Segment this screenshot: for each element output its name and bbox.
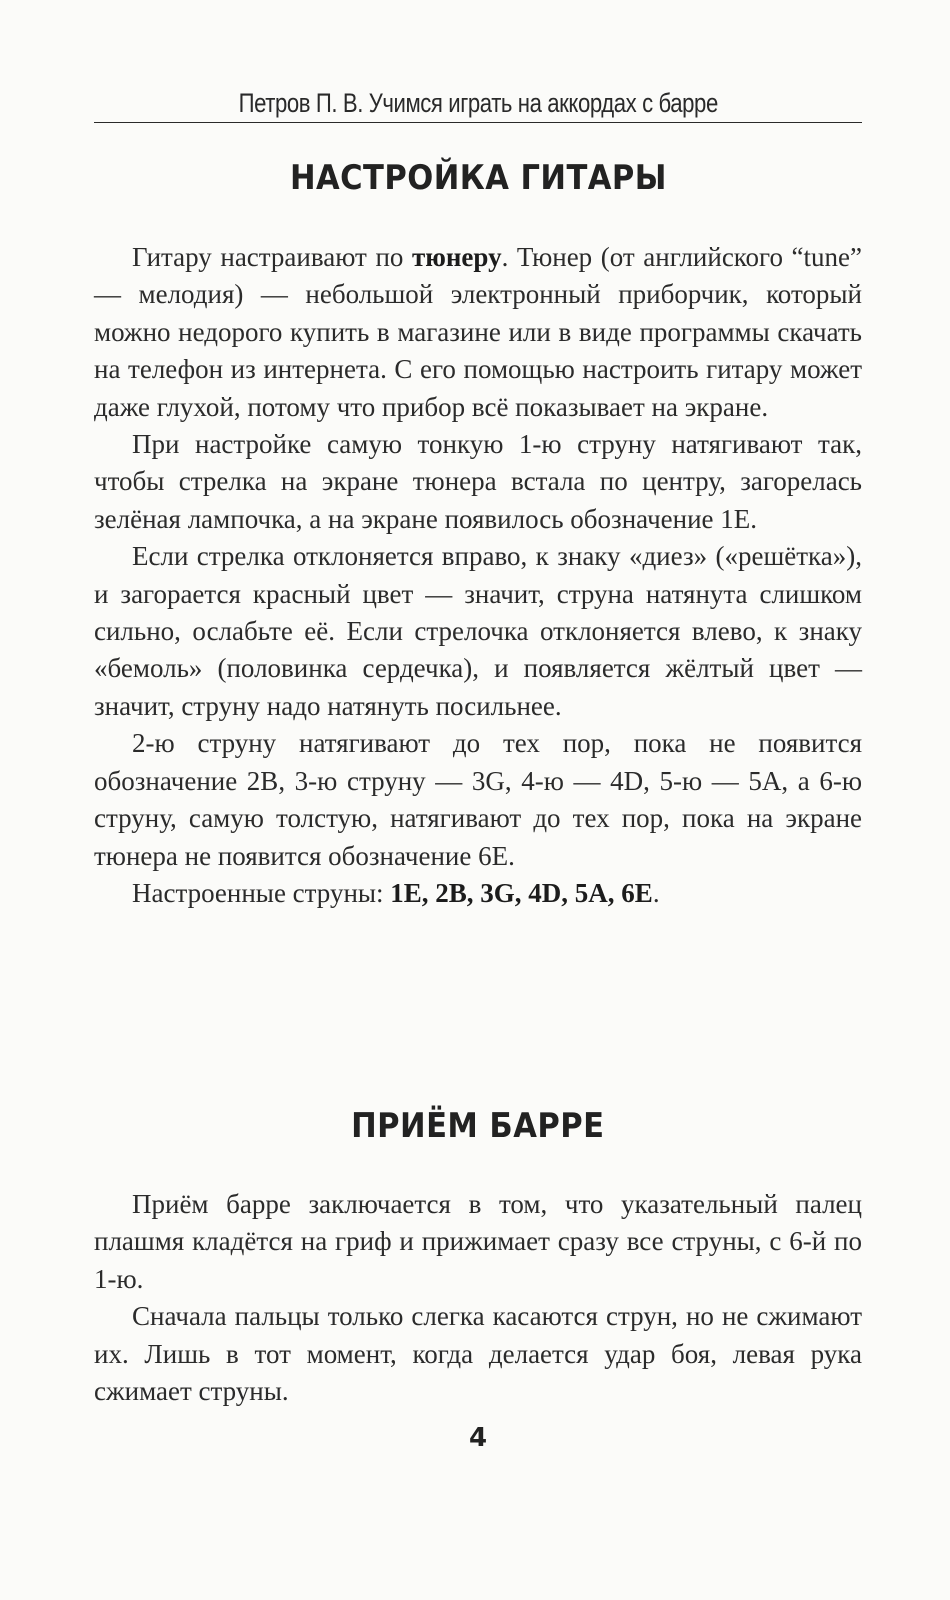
page-number: 4 <box>468 1423 488 1453</box>
paragraph-text: Настроенные струны: <box>132 877 391 908</box>
paragraph: При настройке самую тонкую 1-ю струну натягивают так, чтобы стрелка на экране тюнера встала по центру, загорелась зелёная лампочка, а на экране появилось обозначение 1E. <box>94 429 862 534</box>
bold-term: тюнеру <box>411 242 502 272</box>
paragraph-text: . Тюнер (от английского “tune” — мелодия) — небольшой электронный приборчик, который можно недорого купить в магазине или в виде программы скачать на телефон из интернета. С его помощью настроить гитару может даже глухой, потому что прибор всё показывает на экране. <box>94 242 862 422</box>
paragraph-text: . <box>652 877 660 908</box>
paragraph: 2-ю струну натягивают до тех пор, пока не появится обозначение 2B, 3-ю струну — 3G, 4-ю — 4D, 5-ю — 5A, а 6-ю струну, самую толстую, натягивают до тех пор, пока на экране тюнера не появится обозначение 6E. <box>94 728 862 871</box>
running-head-text: Петров П. В. Учимся играть на аккордах с барре <box>238 88 718 118</box>
section-title-barre <box>94 1104 862 1148</box>
paragraph: Сначала пальцы только слегка касаются струн, но не сжимают их. Лишь в тот момент, когда делается удар боя, левая рука сжимает струны. <box>94 1301 862 1407</box>
bold-strings-list: 1E, 2B, 3G, 4D, 5A, 6E <box>390 877 653 908</box>
section-title-tuning <box>94 156 862 200</box>
section-body-tuning <box>94 239 862 912</box>
section-title-barre-text: ПРИЁМ БАРРЕ <box>351 1106 605 1146</box>
paragraph-text: Гитару настраивают по <box>132 242 412 272</box>
paragraph: Если стрелка отклоняется вправо, к знаку «диез» («решётка»), и загорается красный цвет — значит, струна натянута слишком сильно, ослабьте её. Если стрелочка отклоняется влево, к знаку «бемоль» (половинка сердечка), и появляется жёлтый цвет — значит, струну надо натянуть посильнее. <box>94 541 862 721</box>
section-title-tuning-text: НАСТРОЙКА ГИТАРЫ <box>289 158 667 198</box>
paragraph: Приём барре заключается в том, что указательный палец плашмя кладётся на гриф и прижимает сразу все струны, с 6-й по 1-ю. <box>94 1189 862 1294</box>
section-body-barre <box>94 1186 862 1410</box>
paragraph <box>94 239 862 426</box>
paragraph <box>94 875 862 912</box>
running-head <box>94 86 862 123</box>
